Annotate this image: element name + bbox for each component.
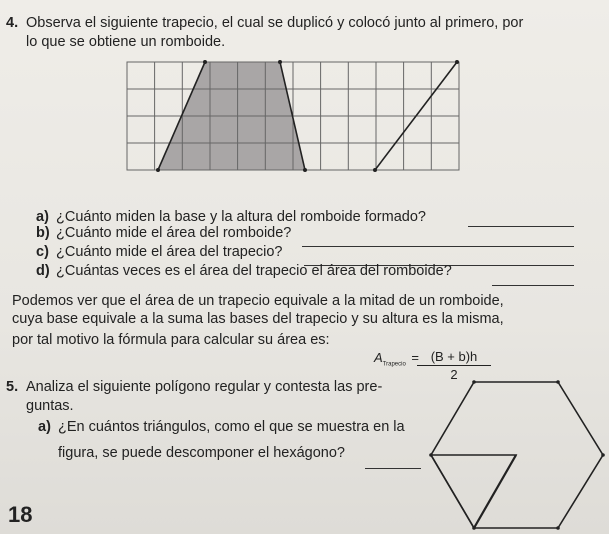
explanation-line3: por tal motivo la fórmula para calcular su área es: — [12, 332, 330, 348]
formula-a: A — [374, 350, 383, 365]
question-4d-answer-line[interactable] — [492, 273, 574, 286]
question-4a-text: ¿Cuánto miden la base y la altura del romboide formado? — [56, 209, 426, 225]
formula-equals: = — [411, 350, 420, 365]
question-4-text-line1: Observa el siguiente trapecio, el cual se duplicó y colocó junto al primero, por — [26, 15, 524, 31]
triangle-edge — [474, 455, 516, 528]
question-4a-answer-line[interactable] — [468, 214, 574, 227]
question-4d-text: ¿Cuántas veces es el área del trapecio el área del romboide? — [56, 263, 452, 279]
question-5-text-line1: Analiza el siguiente polígono regular y contesta las pre- — [26, 379, 383, 395]
explanation-line2: cuya base equivale a la suma las bases del trapecio y su altura es la misma, — [12, 311, 504, 327]
question-4c-label: c) — [36, 244, 49, 260]
question-5a-label: a) — [38, 419, 51, 435]
question-4b-answer-line[interactable] — [302, 234, 574, 247]
formula-denominator: 2 — [450, 367, 458, 382]
question-5a-text-line2: figura, se puede descomponer el hexágono? — [58, 445, 345, 461]
formula-subscript: Trapecio — [382, 361, 406, 368]
question-5-text-line2: guntas. — [26, 398, 74, 414]
page-number: 18 — [8, 502, 33, 527]
question-4b-text: ¿Cuánto mide el área del romboide? — [56, 225, 292, 241]
fraction-bar — [417, 365, 491, 366]
triangle-inside-hexagon — [431, 455, 516, 528]
explanation-line1: Podemos ver que el área de un trapecio equivale a la mitad de un romboide, — [12, 293, 504, 309]
question-5-number: 5. — [6, 379, 19, 395]
area-formula-fraction — [409, 349, 499, 382]
question-4d-label: d) — [36, 263, 50, 279]
trapezoid-grid-figure — [125, 60, 461, 172]
question-4-number: 4. — [6, 15, 19, 31]
question-4b-label: b) — [36, 225, 50, 241]
question-4a-label: a) — [36, 209, 49, 225]
formula-numerator: (B + b)h — [430, 349, 478, 364]
hexagon-figure — [428, 380, 608, 530]
question-5a-text-line1: ¿En cuántos triángulos, como el que se muestra en la — [58, 419, 405, 435]
question-5a-answer-line[interactable] — [365, 456, 421, 469]
question-4c-text: ¿Cuánto mide el área del trapecio? — [56, 244, 283, 260]
question-4-text-line2: lo que se obtiene un romboide. — [26, 34, 226, 50]
